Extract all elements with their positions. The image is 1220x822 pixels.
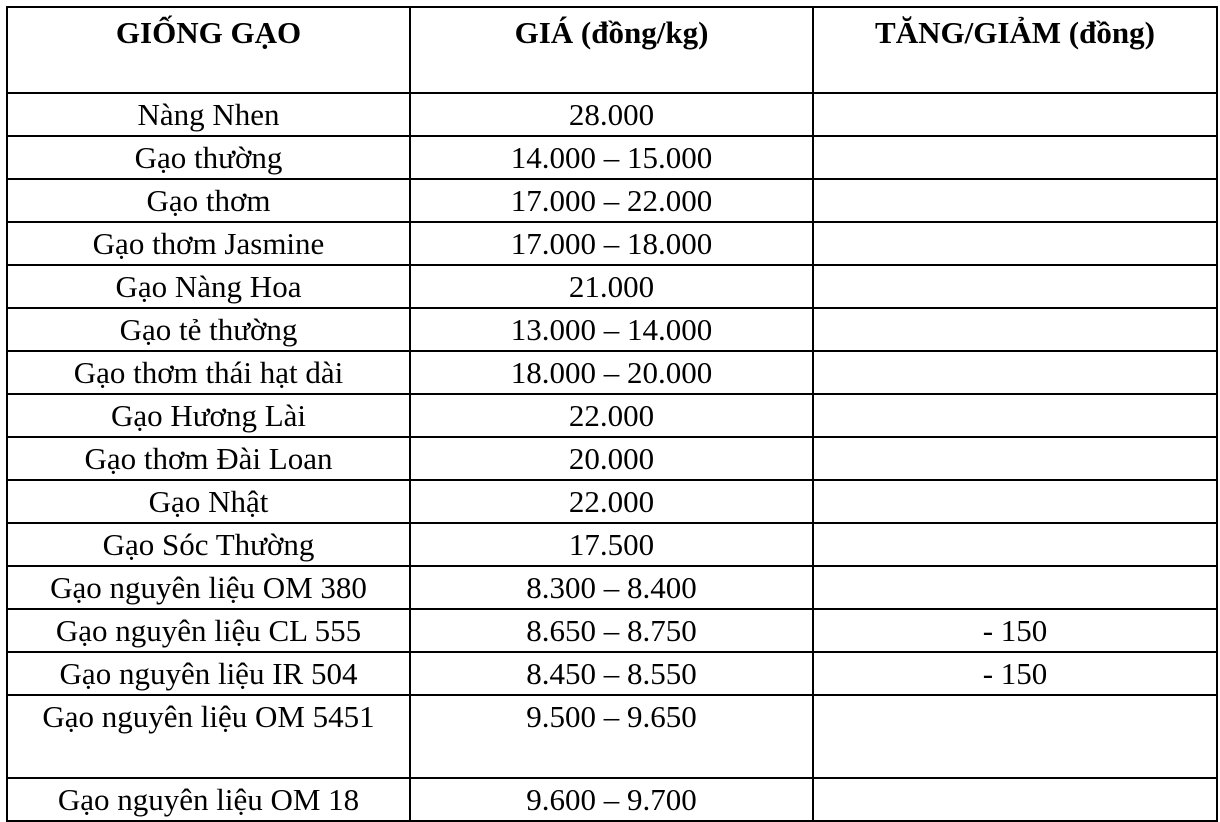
change-cell (813, 480, 1217, 523)
header-row (7, 7, 1217, 93)
header-price: GIÁ (đồng/kg) (410, 7, 813, 93)
price-cell: 8.450 – 8.550 (410, 652, 813, 695)
variety-cell: Gạo thơm thái hạt dài (7, 351, 410, 394)
price-cell: 8.300 – 8.400 (410, 566, 813, 609)
table-row (7, 652, 1217, 695)
price-cell: 13.000 – 14.000 (410, 308, 813, 351)
rice-price-table (6, 6, 1218, 822)
change-cell (813, 93, 1217, 136)
price-cell: 17.000 – 18.000 (410, 222, 813, 265)
price-cell: 17.500 (410, 523, 813, 566)
variety-cell: Gạo Nhật (7, 480, 410, 523)
table-row (7, 480, 1217, 523)
price-cell: 21.000 (410, 265, 813, 308)
table-row (7, 222, 1217, 265)
table-row (7, 437, 1217, 480)
change-cell: - 150 (813, 609, 1217, 652)
table-row (7, 566, 1217, 609)
price-cell: 17.000 – 22.000 (410, 179, 813, 222)
variety-cell: Gạo nguyên liệu OM 18 (7, 778, 410, 821)
variety-cell: Gạo nguyên liệu CL 555 (7, 609, 410, 652)
price-cell: 8.650 – 8.750 (410, 609, 813, 652)
table-row (7, 265, 1217, 308)
change-cell (813, 394, 1217, 437)
change-cell (813, 778, 1217, 821)
table-body (7, 93, 1217, 821)
table-row (7, 179, 1217, 222)
table-row (7, 351, 1217, 394)
change-cell (813, 308, 1217, 351)
change-cell (813, 437, 1217, 480)
variety-cell: Gạo thường (7, 136, 410, 179)
variety-cell: Gạo Sóc Thường (7, 523, 410, 566)
change-cell (813, 179, 1217, 222)
table-row (7, 778, 1217, 821)
table-row (7, 308, 1217, 351)
table-row (7, 523, 1217, 566)
price-cell: 20.000 (410, 437, 813, 480)
change-cell (813, 136, 1217, 179)
variety-cell: Nàng Nhen (7, 93, 410, 136)
header-variety: GIỐNG GẠO (7, 7, 410, 93)
variety-cell: Gạo thơm Đài Loan (7, 437, 410, 480)
change-cell (813, 695, 1217, 778)
variety-cell: Gạo thơm Jasmine (7, 222, 410, 265)
variety-cell: Gạo nguyên liệu OM 5451 (7, 695, 410, 778)
table-row (7, 609, 1217, 652)
variety-cell: Gạo nguyên liệu IR 504 (7, 652, 410, 695)
price-cell: 22.000 (410, 480, 813, 523)
change-cell (813, 222, 1217, 265)
price-cell: 22.000 (410, 394, 813, 437)
variety-cell: Gạo tẻ thường (7, 308, 410, 351)
variety-cell: Gạo Nàng Hoa (7, 265, 410, 308)
change-cell: - 150 (813, 652, 1217, 695)
table-row (7, 93, 1217, 136)
variety-cell: Gạo nguyên liệu OM 380 (7, 566, 410, 609)
change-cell (813, 523, 1217, 566)
table-row (7, 394, 1217, 437)
change-cell (813, 265, 1217, 308)
variety-cell: Gạo thơm (7, 179, 410, 222)
change-cell (813, 566, 1217, 609)
price-cell: 18.000 – 20.000 (410, 351, 813, 394)
change-cell (813, 351, 1217, 394)
price-cell: 9.500 – 9.650 (410, 695, 813, 778)
variety-cell: Gạo Hương Lài (7, 394, 410, 437)
price-cell: 28.000 (410, 93, 813, 136)
header-change: TĂNG/GIẢM (đồng) (813, 7, 1217, 93)
price-cell: 14.000 – 15.000 (410, 136, 813, 179)
table-row (7, 136, 1217, 179)
price-cell: 9.600 – 9.700 (410, 778, 813, 821)
table-row (7, 695, 1217, 778)
